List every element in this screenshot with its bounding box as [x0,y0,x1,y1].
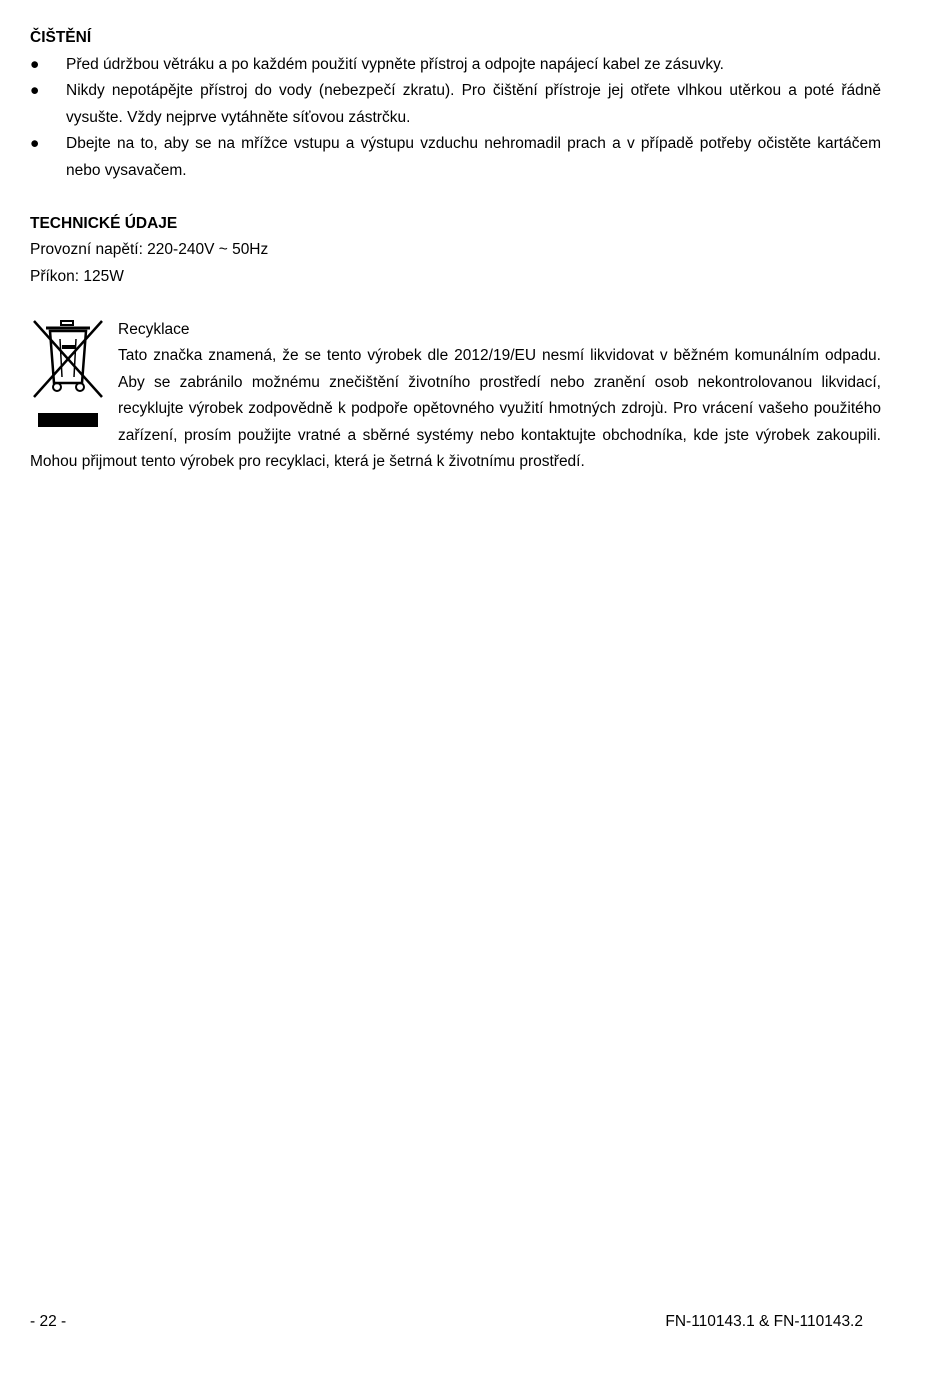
cleaning-section [30,25,881,184]
list-item [30,131,881,184]
cleaning-list [30,52,881,185]
section-spacer [30,184,881,211]
list-item-text: Před údržbou větráku a po každém použití vypněte přístroj a odpojte napájecí kabel ze zásuvky. [66,55,724,73]
bullet-icon: ● [30,55,40,73]
weee-crossed-bin-icon [30,317,106,429]
bullet-icon: ● [30,82,40,99]
voltage-spec: Provozní napětí: 220-240V ~ 50Hz [30,241,269,258]
document-body [30,25,881,476]
bullet-icon: ● [30,135,40,152]
cleaning-heading: ČIŠTĚNÍ [30,29,92,46]
page-number: - 22 - [30,1313,67,1330]
recycling-title: Recyklace [118,320,190,338]
technical-heading: TECHNICKÉ ÚDAJE [30,214,178,232]
power-spec: Příkon: 125W [30,267,124,285]
list-item-text: Nikdy nepotápějte přístroj do vody (nebezpečí zkratu). Pro čištění přístroje jej otřete vlhkou utěrkou a poté řádně vysušte. Vždy nejprve vytáhněte síťovou zástrčku. [66,82,881,126]
recycling-text: Tato značka znamená, že se tento výrobek dle 2012/19/EU nesmí likvidovat v běžném komunálním odpadu. Aby se zabránilo možnému znečištění životního prostředí nebo zranění osob nekontrolovanou likvidací, recyklujte výrobek zodpovědně k podpoře opětovného využití hmotných zdrojù. Pro vrácení vašeho použitého zařízení, prosím použijte vratné a sběrné systémy nebo kontaktujte obchodníka, kde jste výrobek zakoupili. Mohou přijmout tento výrobek pro recyklaci, která je šetrná k životnímu prostředí. [30,347,881,470]
list-item [30,78,881,131]
model-number: FN-110143.1 & FN-110143.2 [665,1313,863,1330]
section-spacer [30,290,881,317]
list-item [30,52,881,79]
list-item-text: Dbejte na to, aby se na mřížce vstupu a výstupu vzduchu nehromadil prach a v případě potřeby očistěte kartáčem nebo vysavačem. [66,135,881,179]
recycling-section [30,317,881,476]
technical-section [30,211,881,291]
